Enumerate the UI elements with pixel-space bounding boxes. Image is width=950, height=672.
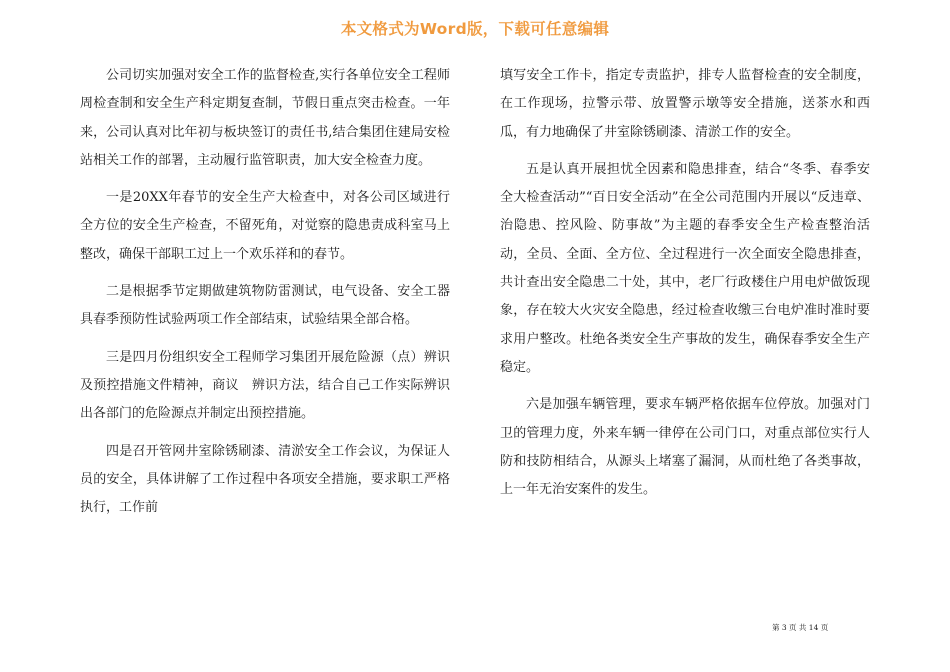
right-column bbox=[500, 62, 870, 513]
paragraph: 六是加强车辆管理，要求车辆严格依据车位停放。加强对门卫的管理力度，外来车辆一律停在公司门口，对重点部位实行人防和技防相结合，从源头上堵塞了漏洞，从而杜绝了各类事故，上一年无治安案件的发生。 bbox=[500, 397, 870, 498]
document-banner: 本文格式为Word版，下载可任意编辑 bbox=[340, 20, 610, 38]
paragraph: 四是召开管网井室除锈刷漆、清淤安全工作会议，为保证人员的安全，具体讲解了工作过程中各项安全措施，要求职工严格执行，工作前 bbox=[80, 443, 450, 516]
paragraph: 二是根据季节定期做建筑物防雷测试，电气设备、安全工器具春季预防性试验两项工作全部结束，试验结果全部合格。 bbox=[80, 284, 450, 328]
paragraph: 五是认真开展担忧全因素和隐患排查，结合“冬季、春季安全大检查活动”“百日安全活动”在全公司范围内开展以“反违章、治隐患、控风险、防事故”为主题的春季安全生产检查整治活动，全员、全面、全方位、全过程进行一次全面安全隐患排查，共计查出安全隐患二十处，其中，老厂行政楼住户用电炉做饭现象，存在较大火灾安全隐患，经过检查收缴三台电炉准时准时要求用户整改。杜绝各类安全生产事故的发生，确保春季安全生产稳定。 bbox=[500, 161, 870, 375]
left-column bbox=[80, 62, 450, 531]
paragraph: 三是四月份组织安全工程师学习集团开展危险源（点）辨识及预控措施文件精神，商议 辨识方法，结合自己工作实际辨识出各部门的危险源点并制定出预控措施。 bbox=[80, 349, 450, 422]
paragraph-continuation: 填写安全工作卡，指定专责监护，排专人监督检查的安全制度，在工作现场，拉警示带、放置警示墩等安全措施，送茶水和西瓜，有力地确保了井室除锈刷漆、清淤工作的安全。 bbox=[500, 68, 870, 140]
paragraph: 公司切实加强对安全工作的监督检查,实行各单位安全工程师周检查制和安全生产科定期复查制，节假日重点突击检查。一年来，公司认真对比年初与板块签订的责任书,结合集团住建局安检站相关工作的部署，主动履行监管职责，加大安全检查力度。 bbox=[80, 68, 450, 168]
paragraph: 一是20XX年春节的安全生产大检查中，对各公司区域进行全方位的安全生产检查，不留死角，对觉察的隐患责成科室马上整改，确保干部职工过上一个欢乐祥和的春节。 bbox=[80, 190, 450, 262]
page-number: 第 3 页 共 14 页 bbox=[772, 623, 829, 632]
